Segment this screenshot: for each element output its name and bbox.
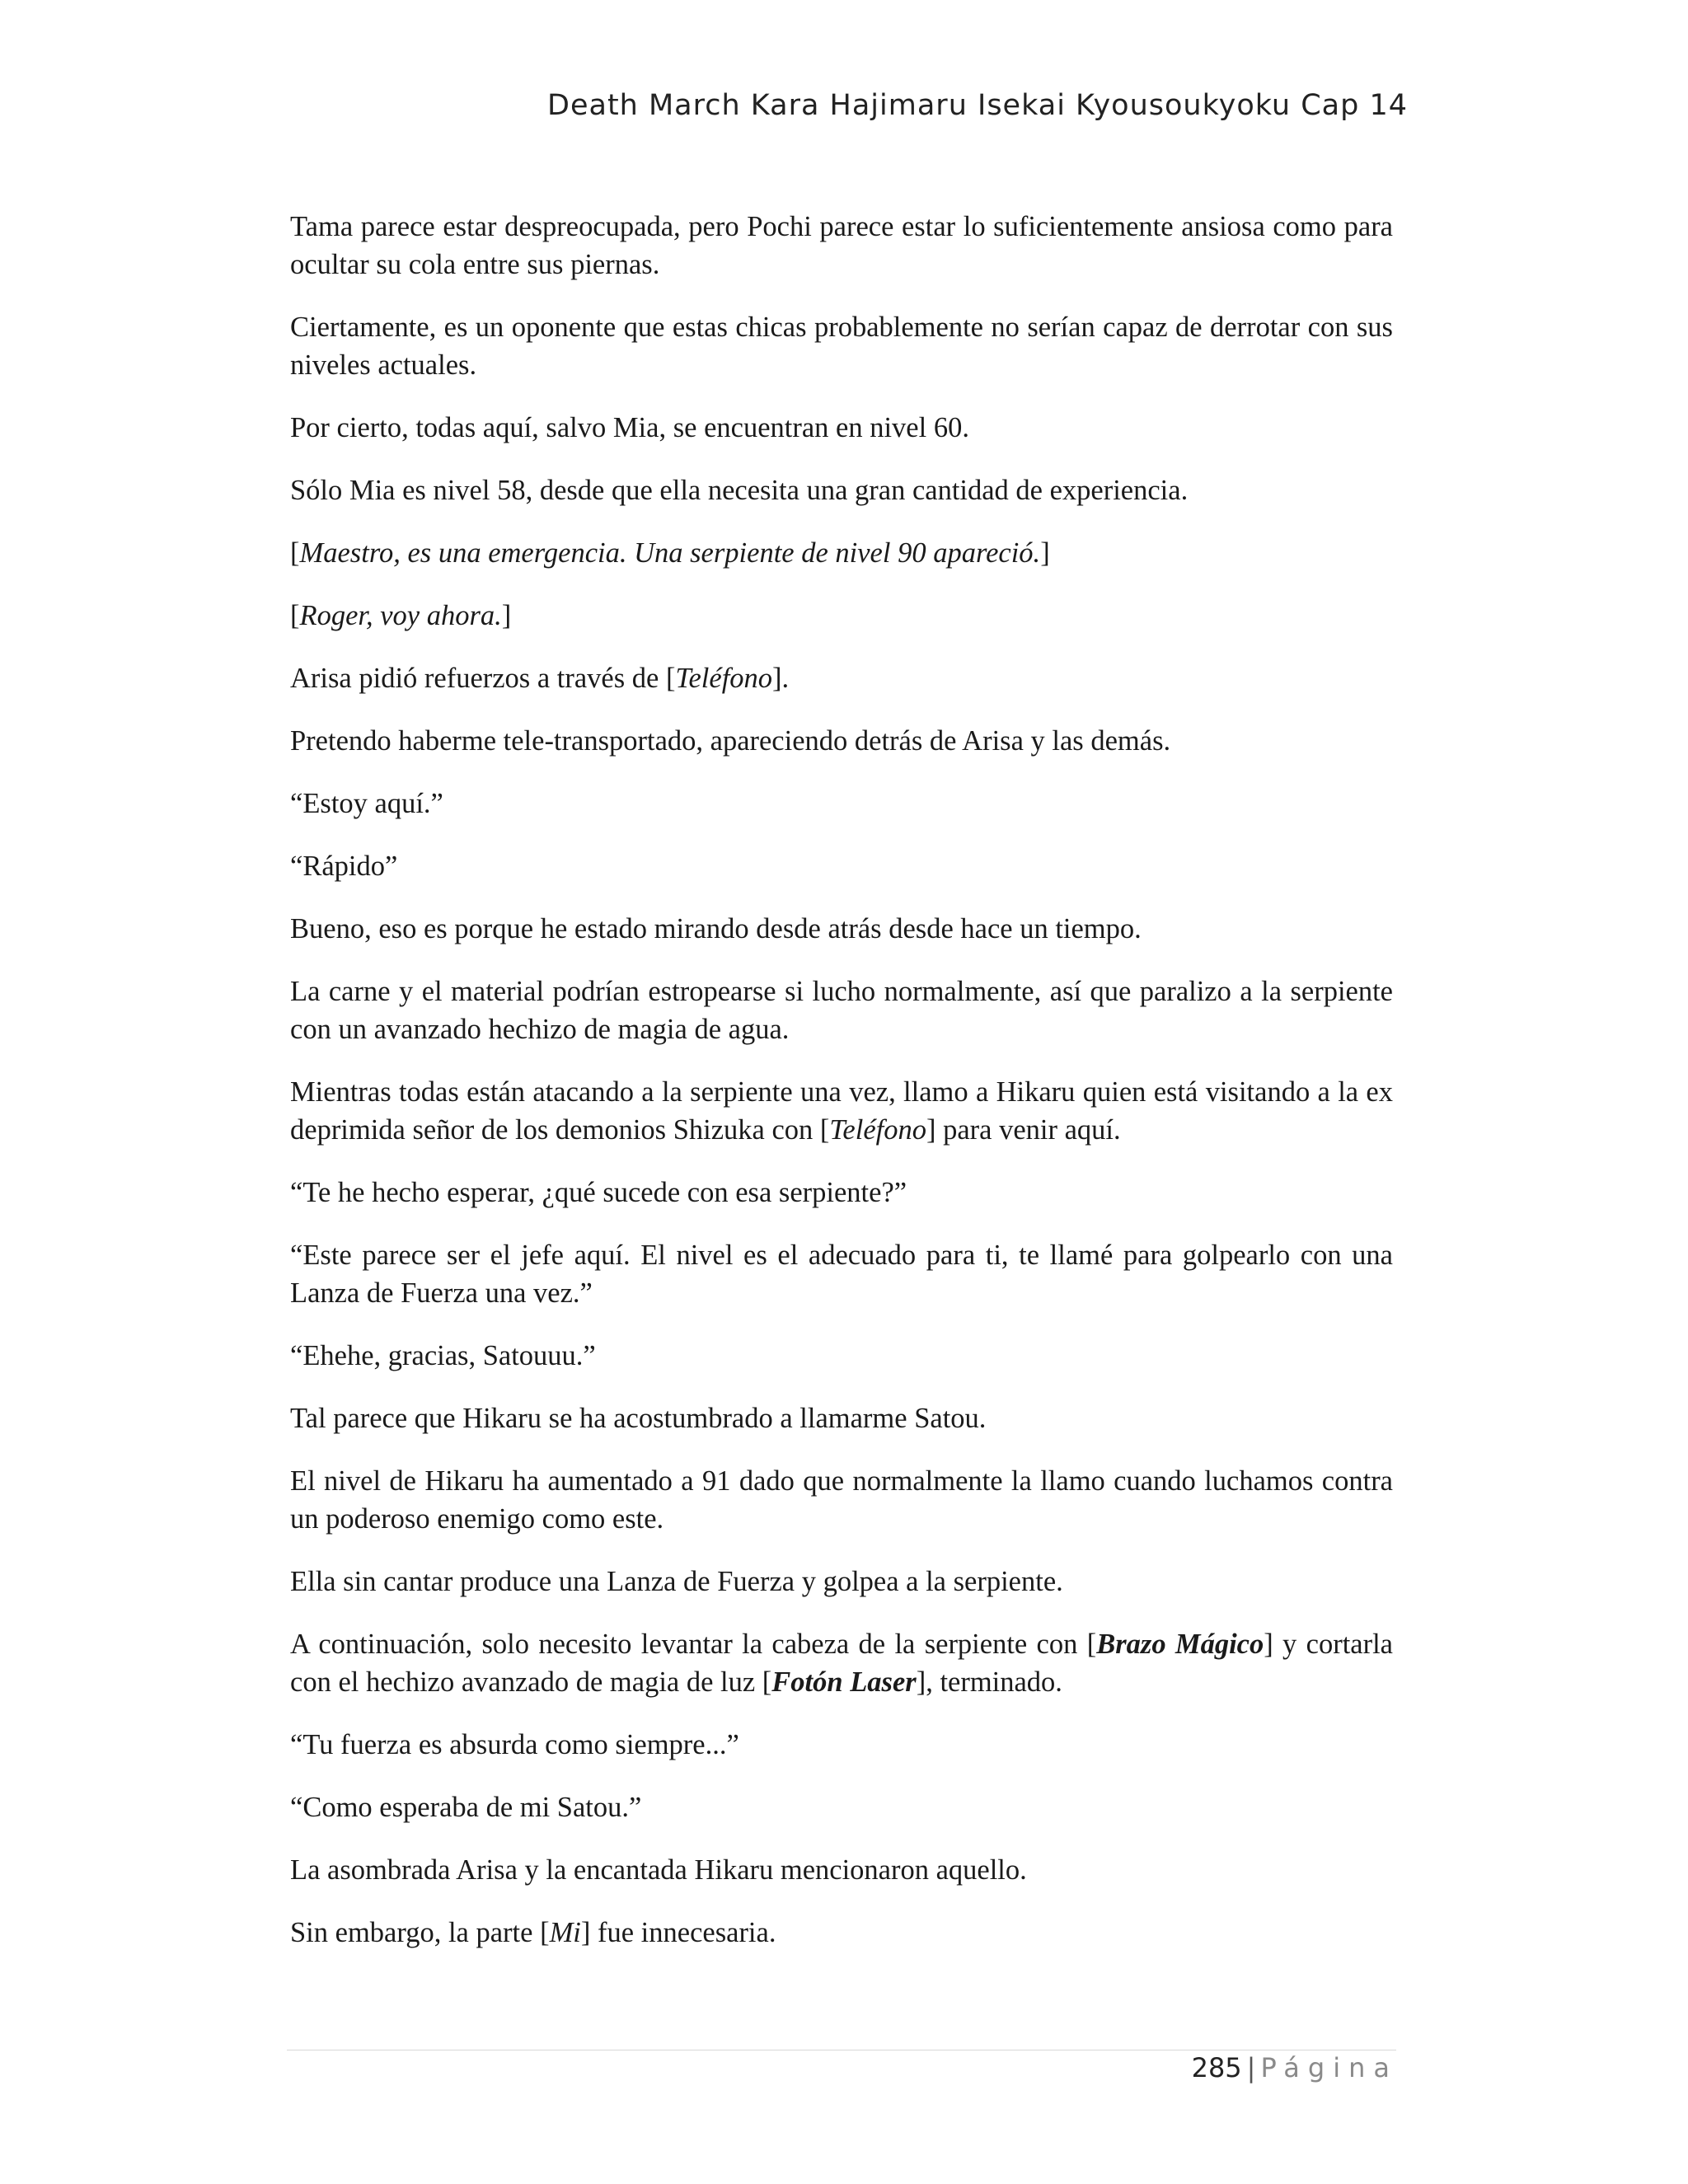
paragraph bbox=[290, 208, 1393, 284]
paragraph bbox=[290, 1563, 1393, 1601]
italic-text: Mi bbox=[549, 1917, 581, 1948]
text-run: ] y cortarla con el hechizo avanzado de magia de luz [ bbox=[290, 1629, 1393, 1698]
text-run: ]. bbox=[772, 663, 790, 694]
paragraph bbox=[290, 471, 1393, 509]
paragraph bbox=[290, 534, 1393, 572]
text-run: “Te he hecho esperar, ¿qué sucede con esa serpiente?” bbox=[290, 1177, 907, 1208]
text-run: El nivel de Hikaru ha aumentado a 91 dado que normalmente la llamo cuando luchamos contra un poderoso enemigo como este. bbox=[290, 1465, 1393, 1535]
paragraph bbox=[290, 659, 1393, 697]
bold-italic-text: Brazo Mágico bbox=[1096, 1629, 1264, 1660]
bold-italic-text: Fotón Laser bbox=[771, 1666, 917, 1698]
footer-separator: | bbox=[1246, 2052, 1256, 2083]
text-run: “Este parece ser el jefe aquí. El nivel es el adecuado para ti, te llamé para golpearlo con una Lanza de Fuerza una vez.” bbox=[290, 1240, 1393, 1309]
document-title: Death March Kara Hajimaru Isekai Kyousoukyoku Cap 14 bbox=[547, 89, 1408, 122]
paragraph bbox=[290, 1851, 1393, 1889]
text-run: “Ehehe, gracias, Satouuu.” bbox=[290, 1340, 596, 1371]
italic-text: Teléfono bbox=[829, 1114, 926, 1146]
paragraph bbox=[290, 1462, 1393, 1538]
page-header bbox=[547, 89, 1408, 122]
text-run: Pretendo haberme tele-transportado, apareciendo detrás de Arisa y las demás. bbox=[290, 725, 1171, 757]
paragraph bbox=[290, 597, 1393, 635]
paragraph bbox=[290, 1399, 1393, 1437]
text-run: Sólo Mia es nivel 58, desde que ella necesita una gran cantidad de experiencia. bbox=[290, 475, 1189, 506]
text-run: Tama parece estar despreocupada, pero Pochi parece estar lo suficientemente ansiosa como para ocultar su cola entre sus piernas. bbox=[290, 211, 1393, 280]
text-run: “Rápido” bbox=[290, 851, 398, 882]
text-run: ] para venir aquí. bbox=[926, 1114, 1121, 1146]
text-run: ] bbox=[501, 600, 512, 631]
text-run: [ bbox=[290, 537, 300, 569]
paragraph bbox=[290, 1236, 1393, 1312]
text-run: “Tu fuerza es absurda como siempre...” bbox=[290, 1729, 739, 1760]
document-body bbox=[290, 208, 1393, 1976]
text-run: Tal parece que Hikaru se ha acostumbrado a llamarme Satou. bbox=[290, 1403, 987, 1434]
paragraph bbox=[290, 409, 1393, 447]
text-run: ] bbox=[1040, 537, 1050, 569]
text-run: Por cierto, todas aquí, salvo Mia, se encuentran en nivel 60. bbox=[290, 412, 969, 443]
paragraph bbox=[290, 308, 1393, 384]
paragraph bbox=[290, 722, 1393, 760]
text-run: “Como esperaba de mi Satou.” bbox=[290, 1792, 642, 1823]
paragraph bbox=[290, 847, 1393, 885]
text-run: Sin embargo, la parte [ bbox=[290, 1917, 550, 1948]
text-run: Ciertamente, es un oponente que estas chicas probablemente no serían capaz de derrotar con sus niveles actuales. bbox=[290, 312, 1393, 381]
page-label: Página bbox=[1260, 2052, 1398, 2083]
text-run: Ella sin cantar produce una Lanza de Fuerza y golpea a la serpiente. bbox=[290, 1566, 1063, 1597]
paragraph bbox=[290, 1337, 1393, 1375]
paragraph bbox=[290, 910, 1393, 948]
italic-text: Maestro, es una emergencia. Una serpiente de nivel 90 apareció. bbox=[299, 537, 1041, 569]
text-run: ], terminado. bbox=[916, 1666, 1062, 1698]
italic-text: Teléfono bbox=[675, 663, 773, 694]
text-run: [ bbox=[290, 600, 300, 631]
page-footer bbox=[1192, 2052, 1398, 2083]
text-run: La carne y el material podrían estropearse si lucho normalmente, así que paralizo a la serpiente con un avanzado hechizo de magia de agua. bbox=[290, 976, 1393, 1045]
paragraph bbox=[290, 1788, 1393, 1826]
paragraph bbox=[290, 1625, 1393, 1701]
paragraph bbox=[290, 972, 1393, 1048]
text-run: Mientras todas están atacando a la serpiente una vez, llamo a Hikaru quien está visitando a la ex deprimida señor de los demonios Shizuka con [ bbox=[290, 1076, 1393, 1146]
text-run: La asombrada Arisa y la encantada Hikaru mencionaron aquello. bbox=[290, 1854, 1027, 1886]
text-run: Arisa pidió refuerzos a través de [ bbox=[290, 663, 676, 694]
paragraph bbox=[290, 785, 1393, 823]
paragraph bbox=[290, 1914, 1393, 1952]
paragraph bbox=[290, 1726, 1393, 1764]
page-number: 285 bbox=[1191, 2052, 1242, 2083]
paragraph bbox=[290, 1073, 1393, 1149]
text-run: “Estoy aquí.” bbox=[290, 788, 443, 819]
italic-text: Roger, voy ahora. bbox=[299, 600, 502, 631]
text-run: A continuación, solo necesito levantar la cabeza de la serpiente con [ bbox=[290, 1629, 1097, 1660]
paragraph bbox=[290, 1174, 1393, 1212]
text-run: ] fue innecesaria. bbox=[580, 1917, 776, 1948]
text-run: Bueno, eso es porque he estado mirando desde atrás desde hace un tiempo. bbox=[290, 913, 1142, 944]
